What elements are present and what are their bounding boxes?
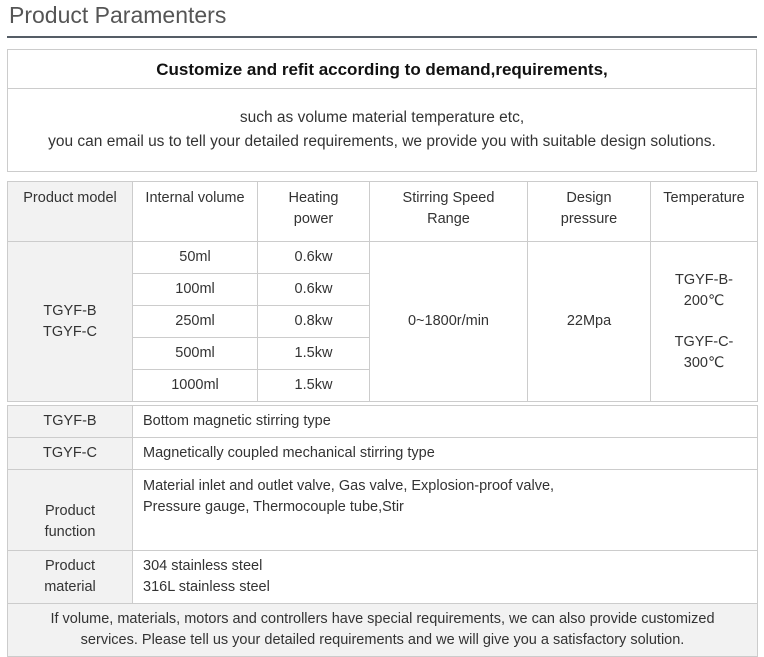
detail-value-tgyf-b: Bottom magnetic stirring type: [133, 406, 758, 438]
header-stirring-speed-line-1: Stirring Speed: [402, 190, 495, 206]
header-stirring-speed: [370, 182, 528, 242]
intro-description: [8, 89, 757, 172]
volume-cell: 250ml: [133, 306, 258, 338]
note-line-2: services. Please tell us your detailed requirements and we will give you a satisfactory solution.: [80, 632, 685, 648]
header-product-model: Product model: [8, 182, 133, 242]
header-heating-power-line-1: Heating: [288, 190, 339, 206]
temperature-b-value: 200℃: [683, 292, 725, 309]
volume-cell: 50ml: [133, 242, 258, 274]
stirring-speed-cell: 0~1800r/min: [370, 242, 528, 402]
intro-line-1: such as volume material temperature etc,: [239, 109, 525, 126]
section-title: Product Paramenters: [9, 2, 227, 28]
volume-cell: 500ml: [133, 338, 258, 370]
function-key-line-2: function: [44, 524, 96, 540]
spec-table: [7, 181, 758, 402]
temperature-b-label: TGYF-B-: [675, 271, 733, 288]
detail-key-tgyf-c: TGYF-C: [8, 438, 133, 470]
temperature-cell: [651, 242, 758, 402]
temperature-c-value: 300℃: [683, 354, 725, 371]
intro-box: [7, 49, 757, 172]
material-key-line-1: Product: [45, 558, 95, 574]
detail-value-function: [133, 470, 758, 551]
function-value-line-1: Material inlet and outlet valve, Gas valve, Explosion-proof valve,: [143, 478, 555, 494]
header-stirring-speed-line-2: Range: [427, 211, 470, 227]
power-cell: 0.8kw: [258, 306, 370, 338]
material-key-line-2: material: [44, 579, 96, 595]
function-value-line-2: Pressure gauge, Thermocouple tube,Stir: [143, 499, 404, 515]
intro-line-2: you can email us to tell your detailed requirements, we provide you with suitable design solutions.: [48, 133, 716, 150]
temperature-c-label: TGYF-C-: [674, 333, 734, 350]
power-cell: 1.5kw: [258, 338, 370, 370]
material-value-line-1: 304 stainless steel: [143, 558, 263, 574]
note-line-1: If volume, materials, motors and controllers have special requirements, we can also provide customized: [50, 611, 715, 627]
customization-note: [8, 604, 758, 657]
detail-value-tgyf-c: Magnetically coupled mechanical stirring type: [133, 438, 758, 470]
header-heating-power: [258, 182, 370, 242]
detail-value-material: [133, 551, 758, 604]
section-heading: [7, 0, 757, 38]
power-cell: 0.6kw: [258, 274, 370, 306]
header-temperature: Temperature: [651, 182, 758, 242]
model-tgyf-b: TGYF-B: [43, 302, 97, 319]
power-cell: 0.6kw: [258, 242, 370, 274]
volume-cell: 1000ml: [133, 370, 258, 402]
header-internal-volume: Internal volume: [133, 182, 258, 242]
volume-cell: 100ml: [133, 274, 258, 306]
material-value-line-2: 316L stainless steel: [143, 579, 270, 595]
detail-key-material: [8, 551, 133, 604]
header-heating-power-line-2: power: [293, 211, 334, 227]
design-pressure-cell: 22Mpa: [528, 242, 651, 402]
detail-key-function: [8, 470, 133, 551]
header-design-pressure-line-2: pressure: [560, 211, 618, 227]
temperature-spacer: [651, 312, 757, 332]
detail-key-tgyf-b: TGYF-B: [8, 406, 133, 438]
power-cell: 1.5kw: [258, 370, 370, 402]
intro-lead: Customize and refit according to demand,requirements,: [8, 50, 757, 89]
header-design-pressure: [528, 182, 651, 242]
header-design-pressure-line-1: Design: [566, 190, 612, 206]
model-tgyf-c: TGYF-C: [43, 323, 97, 340]
models-cell: [8, 242, 133, 402]
details-table: [7, 405, 758, 657]
function-key-line-1: Product: [45, 503, 95, 519]
